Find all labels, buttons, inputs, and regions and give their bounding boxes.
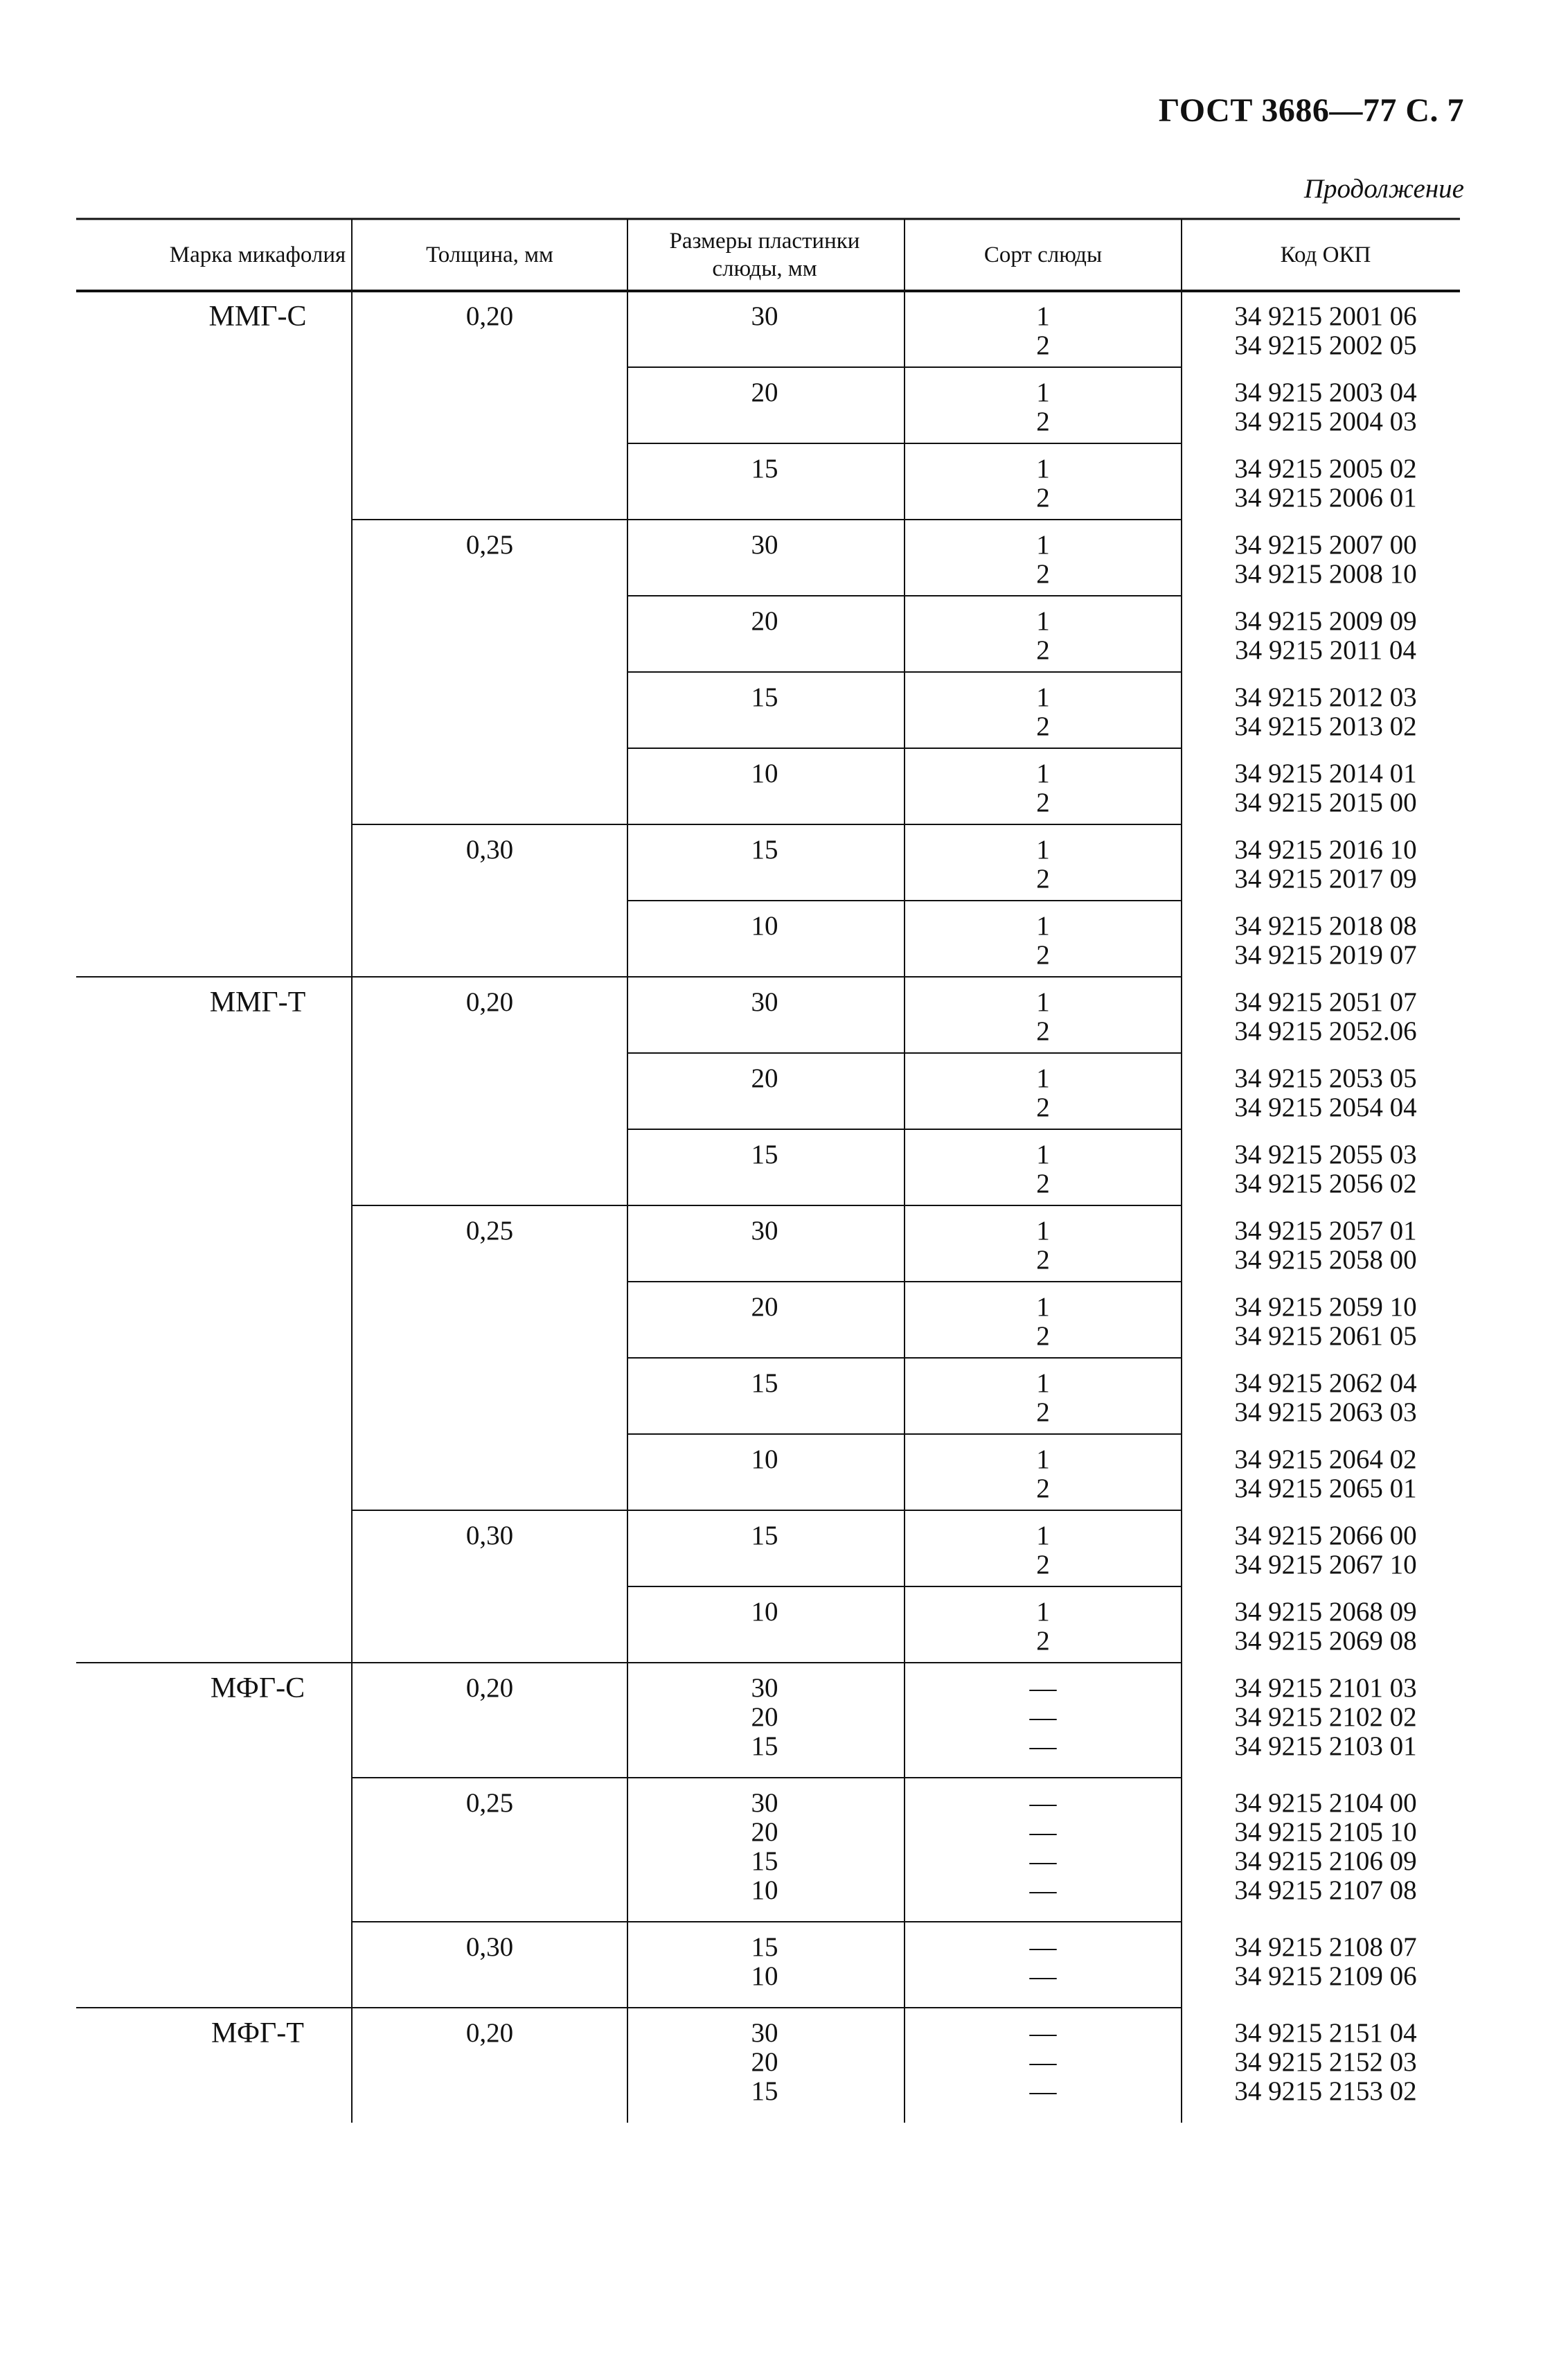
size-value: 15 [751,1368,778,1398]
column-header: Марка микафолия [169,242,346,267]
size-value: 15 [751,1521,778,1550]
size-value: 15 [751,454,778,484]
sort-value: — [1029,1932,1057,1962]
size-value: 20 [751,1063,778,1093]
sort-value: 2 [1036,559,1050,589]
okp-code: 34 9215 2058 00 [1234,1245,1417,1275]
okp-code: 34 9215 2103 01 [1234,1731,1417,1761]
okp-code: 34 9215 2051 07 [1234,987,1417,1017]
sort-value: — [1029,2047,1057,2077]
sort-value: 1 [1036,1368,1050,1398]
brand-label: ММГ-С [208,301,307,333]
okp-code: 34 9215 2101 03 [1234,1673,1417,1703]
okp-code: 34 9215 2104 00 [1234,1788,1417,1818]
size-value: 15 [751,1846,778,1876]
sort-value: — [1029,1673,1057,1703]
sort-value: 1 [1036,454,1050,484]
sort-value: 1 [1036,1597,1050,1627]
sort-value: — [1029,1702,1057,1732]
sort-value: 2 [1036,635,1050,665]
size-value: 15 [751,2076,778,2106]
sort-value: 2 [1036,1550,1050,1580]
okp-code: 34 9215 2007 00 [1234,530,1417,560]
sort-value: 2 [1036,1474,1050,1503]
thickness-value: 0,30 [465,835,514,865]
sort-value: 2 [1036,788,1050,817]
sort-value: 1 [1036,606,1050,636]
thickness-value: 0,25 [465,530,514,560]
okp-code: 34 9215 2062 04 [1234,1368,1417,1398]
okp-code: 34 9215 2057 01 [1234,1216,1417,1246]
okp-code: 34 9215 2015 00 [1234,788,1417,817]
column-header: Код ОКП [1280,242,1371,267]
okp-code: 34 9215 2055 03 [1234,1140,1417,1169]
okp-code: 34 9215 2066 00 [1234,1521,1417,1550]
okp-code: 34 9215 2006 01 [1234,483,1417,513]
okp-code: 34 9215 2064 02 [1234,1444,1417,1474]
size-value: 10 [751,911,778,941]
okp-code: 34 9215 2004 03 [1234,407,1417,436]
okp-code: 34 9215 2107 08 [1234,1875,1417,1905]
size-value: 15 [751,1731,778,1761]
sort-value: 2 [1036,407,1050,436]
okp-code: 34 9215 2068 09 [1234,1597,1417,1627]
sort-value: 1 [1036,911,1050,941]
size-value: 15 [751,1932,778,1962]
sort-value: 1 [1036,1216,1050,1246]
sort-value: — [1029,2076,1057,2106]
okp-code: 34 9215 2001 06 [1234,301,1417,331]
sort-value: 1 [1036,759,1050,788]
okp-code: 34 9215 2108 07 [1234,1932,1417,1962]
size-value: 10 [751,1961,778,1991]
thickness-value: 0,20 [465,1673,514,1703]
size-value: 10 [751,1597,778,1627]
size-value: 10 [751,1875,778,1905]
sort-value: 1 [1036,1292,1050,1322]
sort-value: 1 [1036,378,1050,407]
brand-label: МФГ-Т [211,2017,304,2049]
size-value: 30 [751,987,778,1017]
sort-value: — [1029,1875,1057,1905]
okp-code: 34 9215 2056 02 [1234,1169,1417,1199]
okp-code: 34 9215 2069 08 [1234,1626,1417,1656]
okp-code: 34 9215 2153 02 [1234,2076,1417,2106]
size-value: 20 [751,1817,778,1847]
okp-code: 34 9215 2011 04 [1235,635,1416,665]
size-value: 20 [751,1292,778,1322]
sort-value: 2 [1036,1321,1050,1351]
brand-label: МФГ-С [210,1672,305,1704]
sort-value: 2 [1036,940,1050,970]
okp-code: 34 9215 2063 03 [1234,1397,1417,1427]
size-value: 10 [751,759,778,788]
size-value: 15 [751,835,778,865]
okp-code: 34 9215 2002 05 [1234,330,1417,360]
okp-code: 34 9215 2065 01 [1234,1474,1417,1503]
okp-code: 34 9215 2067 10 [1234,1550,1417,1580]
size-value: 10 [751,1444,778,1474]
size-value: 30 [751,530,778,560]
size-value: 30 [751,1216,778,1246]
okp-code: 34 9215 2009 09 [1234,606,1417,636]
brand-label: ММГ-Т [209,987,306,1018]
size-value: 20 [751,2047,778,2077]
column-header: Сорт слюды [983,242,1103,267]
okp-code: 34 9215 2052.06 [1234,1016,1417,1046]
sort-value: 1 [1036,1063,1050,1093]
okp-code: 34 9215 2008 10 [1234,559,1417,589]
okp-code: 34 9215 2017 09 [1234,864,1417,894]
thickness-value: 0,20 [465,2018,514,2048]
continuation-label: Продолжение [1303,174,1464,204]
thickness-value: 0,30 [465,1521,514,1550]
sort-value: 1 [1036,835,1050,865]
sort-value: 1 [1036,530,1050,560]
okp-code: 34 9215 2061 05 [1234,1321,1417,1351]
sort-value: 1 [1036,1521,1050,1550]
sort-value: 1 [1036,1140,1050,1169]
thickness-value: 0,20 [465,987,514,1017]
okp-code: 34 9215 2016 10 [1234,835,1417,865]
sort-value: — [1029,1961,1057,1991]
okp-code: 34 9215 2109 06 [1234,1961,1417,1991]
sort-value: 2 [1036,1169,1050,1199]
column-header: Размеры пластинки слюды, мм [669,229,860,281]
okp-code: 34 9215 2005 02 [1234,454,1417,484]
okp-code: 34 9215 2013 02 [1234,711,1417,741]
okp-code: 34 9215 2014 01 [1234,759,1417,788]
okp-code: 34 9215 2102 02 [1234,1702,1417,1732]
okp-code: 34 9215 2106 09 [1234,1846,1417,1876]
okp-code: 34 9215 2012 03 [1234,682,1417,712]
size-value: 30 [751,1673,778,1703]
page-title: ГОСТ 3686—77 С. 7 [1158,92,1464,129]
sort-value: — [1029,1731,1057,1761]
size-value: 15 [751,1140,778,1169]
sort-value: 2 [1036,1016,1050,1046]
thickness-value: 0,20 [465,301,514,331]
sort-value: 1 [1036,1444,1050,1474]
okp-code: 34 9215 2152 03 [1234,2047,1417,2077]
size-value: 20 [751,1702,778,1732]
sort-value: — [1029,1846,1057,1876]
okp-code: 34 9215 2018 08 [1234,911,1417,941]
size-value: 30 [751,2018,778,2048]
okp-code: 34 9215 2053 05 [1234,1063,1417,1093]
sort-value: 2 [1036,330,1050,360]
okp-code: 34 9215 2054 04 [1234,1093,1417,1122]
sort-value: 2 [1036,1397,1050,1427]
sort-value: 1 [1036,987,1050,1017]
okp-code: 34 9215 2059 10 [1234,1292,1417,1322]
sort-value: 1 [1036,301,1050,331]
column-header: Толщина, мм [426,242,553,267]
sort-value: — [1029,1788,1057,1818]
thickness-value: 0,25 [465,1788,514,1818]
sort-value: 2 [1036,1093,1050,1122]
thickness-value: 0,25 [465,1216,514,1246]
sort-value: 2 [1036,864,1050,894]
sort-value: 2 [1036,1626,1050,1656]
okp-code: 34 9215 2151 04 [1234,2018,1417,2048]
okp-code: 34 9215 2003 04 [1234,378,1417,407]
size-value: 20 [751,606,778,636]
sort-value: 1 [1036,682,1050,712]
size-value: 20 [751,378,778,407]
okp-code: 34 9215 2105 10 [1234,1817,1417,1847]
size-value: 30 [751,301,778,331]
size-value: 15 [751,682,778,712]
sort-value: — [1029,1817,1057,1847]
sort-value: 2 [1036,1245,1050,1275]
okp-code: 34 9215 2019 07 [1234,940,1417,970]
size-value: 30 [751,1788,778,1818]
sort-value: — [1029,2018,1057,2048]
sort-value: 2 [1036,483,1050,513]
thickness-value: 0,30 [465,1932,514,1962]
sort-value: 2 [1036,711,1050,741]
